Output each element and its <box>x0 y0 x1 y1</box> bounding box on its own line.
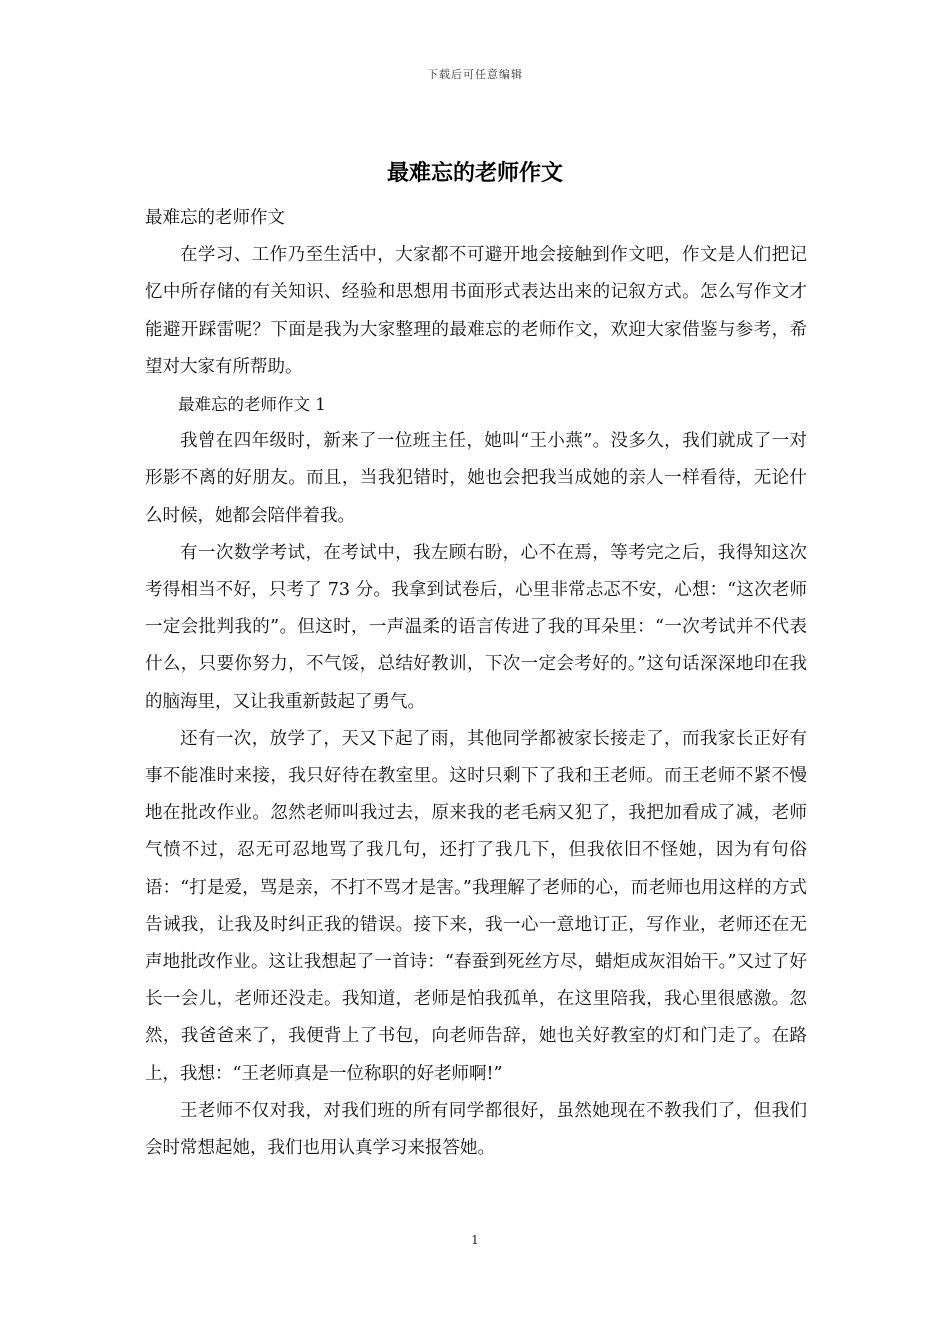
document-title: 最难忘的老师作文 <box>386 160 563 186</box>
page-number: 1 <box>471 1233 479 1247</box>
page-header-note: 下载后可任意编辑 <box>427 68 523 81</box>
body-paragraph: 还有一次，放学了，天又下起了雨，其他同学都被家长接走了，而我家长正好有事不能准时来接，我只好待在教室里。这时只剩下了我和王老师。而王老师不紧不慢地在批改作业。忽然老师叫我过去，原来我的老毛病又犯了，我把加看成了减，老师气愤不过，忍无可忍地骂了我几句，还打了我几下，但我依旧不怪她，因为有句俗语：“打是爱，骂是亲，不打不骂才是害。”我理解了老师的心，而老师也用这样的方式告诫我，让我及时纠正我的错误。接下来，我一心一意地订正，写作业，老师还在无声地批改作业。这让我想起了一首诗：“春蚕到死丝方尽，蜡炬成灰泪始干。”又过了好长一会儿，老师还没走。我知道，老师是怕我孤单，在这里陪我，我心里很感激。忽然，我爸爸来了，我便背上了书包，向老师告辞，她也关好教室的灯和门走了。在路上，我想：“王老师真是一位称职的好老师啊!” <box>145 728 807 1084</box>
intro-paragraph: 在学习、工作乃至生活中，大家都不可避开地会接触到作文吧，作文是人们把记忆中所存储的有关知识、经验和思想用书面形式表达出来的记叙方式。怎么写作文才能避开踩雷呢？下面是我为大家整理的最难忘的老师作文，欢迎大家借鉴与参考，希望对大家有所帮助。 <box>145 245 807 377</box>
document-body <box>145 200 807 1167</box>
body-paragraph: 我曾在四年级时，新来了一位班主任，她叫“王小燕”。没多久，我们就成了一对形影不离的好朋友。而且，当我犯错时，她也会把我当成她的亲人一样看待，无论什么时候，她都会陪伴着我。 <box>145 431 807 526</box>
intro-heading: 最难忘的老师作文 <box>145 208 285 228</box>
section-heading: 最难忘的老师作文 1 <box>178 395 326 415</box>
body-paragraph: 有一次数学考试，在考试中，我左顾右盼，心不在焉，等考完之后，我得知这次考得相当不好，只考了 73 分。我拿到试卷后，心里非常忐忑不安，心想：“这次老师一定会批判我的”。但这时，一声温柔的语言传进了我的耳朵里：“一次考试并不代表什么，只要你努力，不气馁，总结好教训，下次一定会考好的。”这句话深深地印在我的脑海里，又让我重新鼓起了勇气。 <box>145 542 807 712</box>
body-paragraph: 王老师不仅对我，对我们班的所有同学都很好，虽然她现在不教我们了，但我们会时常想起她，我们也用认真学习来报答她。 <box>145 1100 807 1159</box>
